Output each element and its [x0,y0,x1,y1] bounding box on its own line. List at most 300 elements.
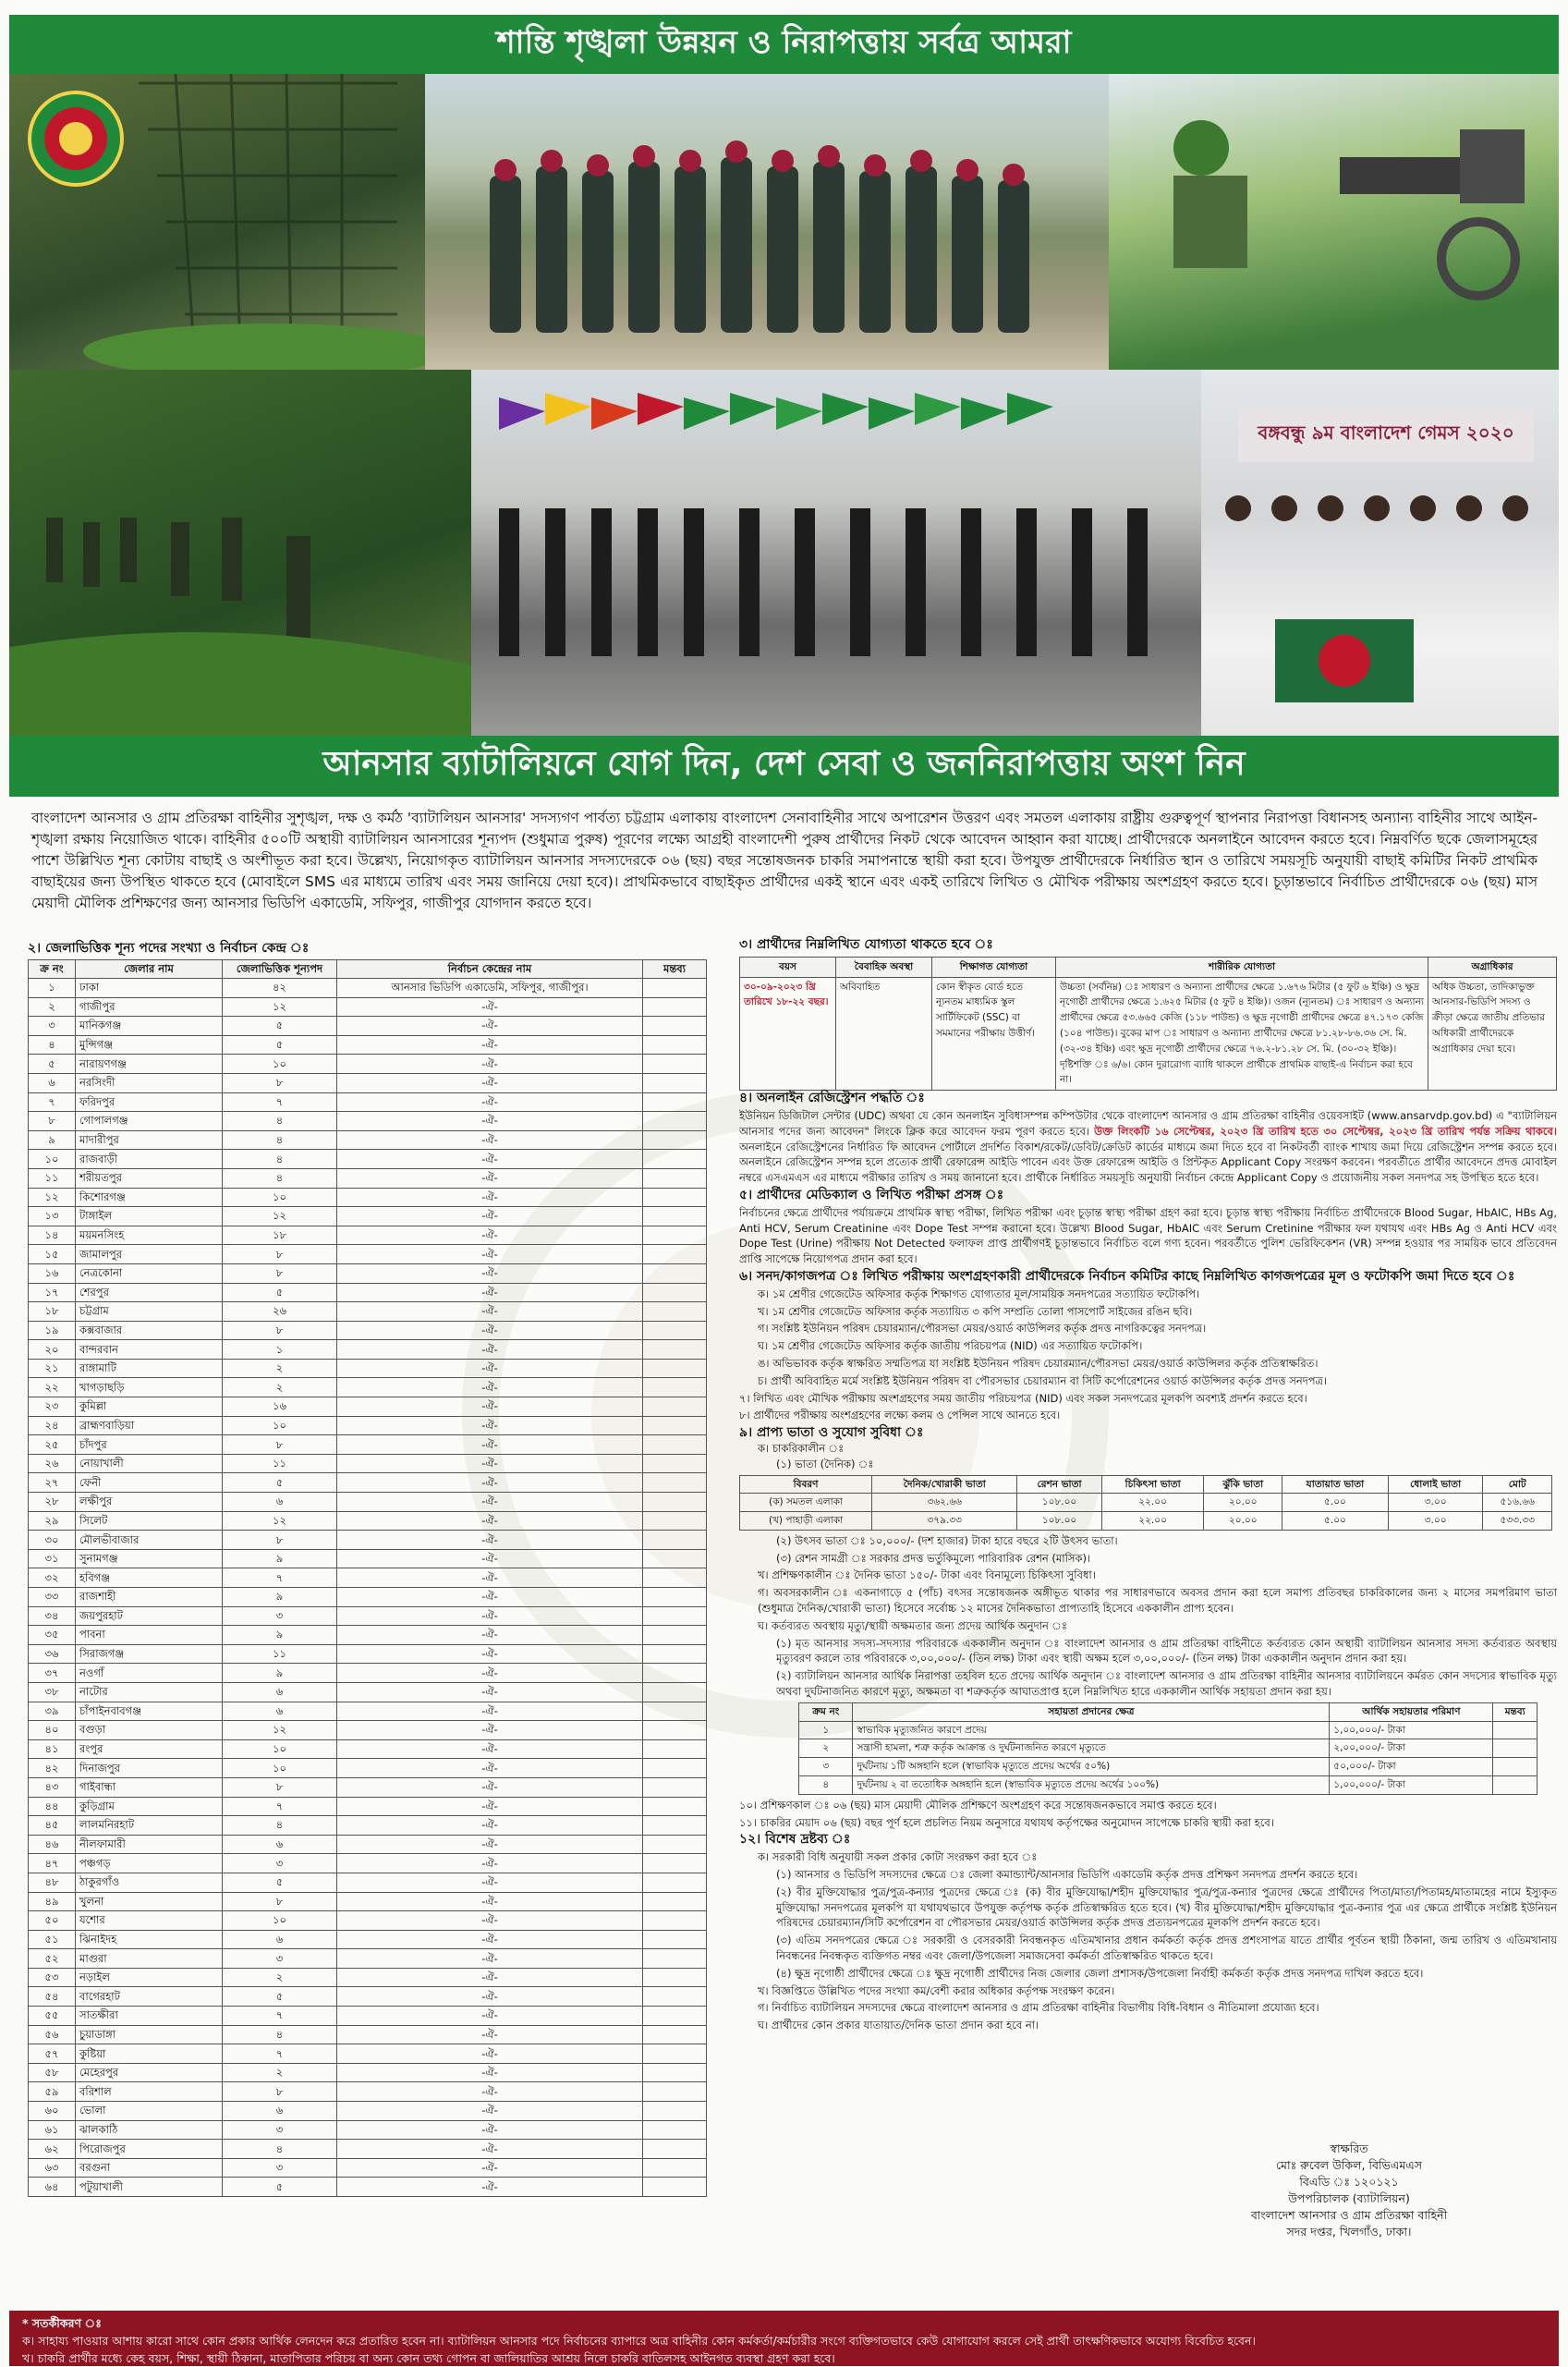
ansar-emblem-logo [28,91,124,187]
col-serial: ক্র নং [29,960,76,979]
district-row [29,1797,707,1816]
q-age: ৩০-০৯-২০২৩ খ্রি তারিখে ১৮-২২ বছর। [740,977,836,1091]
district-vacancy: ৮ [223,2082,337,2102]
district-name: মৌলভীবাজার [76,1531,223,1550]
district-remarks [643,1055,707,1074]
district-row [29,2007,707,2026]
section12-list [739,1849,1557,2033]
district-serial: ৪৭ [29,1854,76,1873]
assistance-remarks [1493,1721,1538,1739]
district-name: লালমনিরহাট [76,1816,223,1836]
district-remarks [643,1759,707,1778]
district-serial: ১৬ [29,1263,76,1283]
assistance-row [799,1721,1538,1739]
district-vacancy: ৮ [223,1073,337,1092]
selection-center: -ঐ- [337,1359,643,1378]
allowance-col-header: দৈনিক/খোরাকী ভাতা [872,1475,1017,1494]
district-remarks [643,1682,707,1702]
assistance-serial: ২ [799,1739,853,1758]
district-serial: ৫১ [29,1930,76,1949]
q-col-education: শিক্ষাগত যোগ্যতা [932,957,1056,977]
district-vacancy: ৫ [223,1283,337,1302]
district-serial: ৩১ [29,1549,76,1568]
district-remarks [643,1397,707,1417]
assistance-remarks [1493,1758,1538,1776]
district-remarks [643,1568,707,1588]
district-row [29,1416,707,1435]
col-district: জেলার নাম [76,960,223,979]
district-serial: ৬০ [29,2102,76,2121]
district-name: বান্দরবান [76,1340,223,1360]
district-name: গাজীপুর [76,997,223,1017]
district-remarks [643,1435,707,1455]
signature-block [1192,2141,1506,2240]
allowance-table-header [740,1475,1552,1494]
assistance-field: দুর্ঘটনায় ১টি অঙ্গহানি হলে (স্বাভাবিক মৃত্যুতে প্রদেয় অর্থের ৫০%) [853,1758,1330,1776]
district-remarks [643,1112,707,1131]
allowance-cell: ৫১৬.৬৬ [1483,1494,1552,1512]
district-name: নীলফামারী [76,1835,223,1854]
selection-center: -ঐ- [337,1702,643,1721]
district-vacancy: ৮ [223,1892,337,1911]
district-remarks [643,1721,707,1740]
district-vacancy: ৪ [223,2140,337,2159]
district-row [29,1359,707,1378]
district-row [29,1644,707,1664]
warning-title: * সতর্কীকরণ ঃ [22,2316,102,2330]
district-remarks [643,1816,707,1836]
qualification-table [739,957,1557,1091]
selection-center: -ঐ- [337,1664,643,1683]
selection-center: -ঐ- [337,1797,643,1816]
district-serial: ৪৮ [29,1873,76,1892]
district-serial: ৫৬ [29,2025,76,2044]
qualification-title: ৩। প্রার্থীদের নিম্নলিখিত যোগ্যতা থাকতে হবে ঃ [739,937,993,952]
q-col-age: বয়স [740,957,836,977]
district-name: গাইবান্ধা [76,1777,223,1797]
selection-center: -ঐ- [337,1759,643,1778]
selection-center: -ঐ- [337,1245,643,1264]
district-serial: ১৩ [29,1207,76,1226]
allowance-row [740,1512,1552,1531]
district-name: ফেনী [76,1473,223,1493]
district-serial: ১৮ [29,1302,76,1322]
district-serial: ২৯ [29,1511,76,1531]
selection-center: -ঐ- [337,1949,643,1969]
district-vacancy: ৩ [223,1949,337,1969]
district-serial: ৩২ [29,1568,76,1588]
section12-item: (২) বীর মুক্তিযোদ্ধার পুত্র/পুত্র-কন্যার পুত্রদের ক্ষেত্রে ঃ (ক) বীর মুক্তিযোদ্ধা/শহীদ মুক্তিযোদ্ধার পুত্র/পুত্র-কন্যার পুত্রদের ক্ষেত্রে প্রার্থীদের পিতা/মাতা/পিতামহ/মাতামহের নামে ইস্যুকৃত মুক্তিযোদ্ধা সনদপত্রের মূলকপি যা যথাযথভাবে উপযুক্ত কর্তৃপক্ষ কর্তৃক প্রতিস্বাক্ষরিত হতে হবে। (খ) বীর মুক্তিযোদ্ধা/শহীদ মুক্তিযোদ্ধার পুত্র-কন্যার পুত্র এর ক্ষেত্রে প্রার্থীকে সংশ্লিষ্ট ইউনিয়ন পরিষদের চেয়ারম্যান/সিটি কর্পোরেশন বা পৌরসভার মেয়র/ওয়ার্ড কাউন্সিলর কর্তৃক প্রদত্ত প্রত্যয়নপত্রের মূলকপি প্রদর্শন করতে হবে। [776,1885,1557,1930]
section12-item: ক। সরকারী বিধি অনুযায়ী সকল প্রকার কোটা সংরক্ষণ করা হবে ঃ [758,1850,1038,1864]
selection-center: -ঐ- [337,1073,643,1092]
district-row [29,1321,707,1340]
selection-center: -ঐ- [337,1568,643,1588]
section12-item: (১) আনসার ও ভিডিপি সদস্যদের ক্ষেত্রে ঃ জেলা কমান্ড্যান্ট/আনসার ভিডিপি একাডেমি কর্তৃক প্রদত্ত প্রশিক্ষণ সনদপত্র প্রদর্শন করতে হবে। [776,1868,1358,1882]
district-serial: ১০ [29,1150,76,1169]
assistance-amount: ১,০০,০০০/- টাকা [1330,1721,1493,1739]
district-remarks [643,1188,707,1207]
selection-center: -ঐ- [337,2063,643,2082]
district-vacancy: ৬ [223,1682,337,1702]
district-remarks [643,1207,707,1226]
district-serial: ১২ [29,1188,76,1207]
selection-center: -ঐ- [337,2102,643,2121]
district-name: ফরিদপুর [76,1092,223,1112]
q-marital: অবিবাহিত [836,977,932,1091]
district-row [29,1112,707,1131]
gun-emplacement-graphic [1109,74,1559,370]
selection-center: -ঐ- [337,1493,643,1512]
district-vacancy: ১১ [223,1454,337,1473]
allowance-cell: ৫.০০ [1282,1494,1389,1512]
district-vacancy: ৮ [223,1245,337,1264]
selection-center: -ঐ- [337,1873,643,1892]
q-col-marital: বৈবাহিক অবস্থা [836,957,932,977]
selection-center: -ঐ- [337,1035,643,1055]
section12-item: ঘ। প্রার্থীদের কোন প্রকার যাতায়াত/দৈনিক ভাতা প্রদান করা হবে না। [758,2019,1039,2032]
district-name: টাঙ্গাইল [76,1207,223,1226]
assistance-col-header: মন্তব্য [1493,1702,1538,1721]
district-name: হবিগঞ্জ [76,1568,223,1588]
assistance-row [799,1739,1538,1758]
district-name: সাতক্ষীরা [76,2007,223,2026]
assistance-amount: ১,০০,০০০/- টাকা [1330,1776,1493,1795]
district-name: ব্রাহ্মণবাড়িয়া [76,1416,223,1435]
district-row [29,1721,707,1740]
district-name: সুনামগঞ্জ [76,1549,223,1568]
district-vacancy: ৫ [223,1473,337,1493]
district-name: বরিশাল [76,2082,223,2102]
selection-center: -ঐ- [337,1739,643,1759]
district-name: লক্ষীপুর [76,1493,223,1512]
selection-center: -ঐ- [337,1263,643,1283]
district-serial: ৪৪ [29,1797,76,1816]
district-name: নড়াইল [76,1968,223,1987]
district-name: সিলেট [76,1511,223,1531]
selection-center: -ঐ- [337,1473,643,1493]
district-row [29,2140,707,2159]
marching-soldiers-graphic [480,139,1053,351]
district-row [29,1835,707,1854]
selection-center: -ঐ- [337,1588,643,1607]
photo-collage [9,74,1559,736]
district-remarks [643,2178,707,2197]
selection-center: -ঐ- [337,2140,643,2159]
district-vacancy: ৯ [223,1626,337,1645]
district-row [29,1568,707,1588]
selection-center: -ঐ- [337,2025,643,2044]
district-row [29,2044,707,2064]
district-row [29,1759,707,1778]
parade-march-photo [425,74,1109,370]
district-name: নেত্রকোনা [76,1263,223,1283]
district-row [29,1150,707,1169]
district-remarks [643,2082,707,2102]
allowance-cell: ৩.০০ [1388,1494,1483,1512]
district-remarks [643,2007,707,2026]
district-vacancy: ১২ [223,1207,337,1226]
selection-center: -ঐ- [337,1092,643,1112]
col-remarks: মন্তব্য [643,960,707,979]
selection-center: -ঐ- [337,1987,643,2007]
district-serial: ২৬ [29,1454,76,1473]
district-name: ভোলা [76,2102,223,2121]
col-vacancy: জেলাভিত্তিক শূন্যপদ [223,960,337,979]
assistance-table-header [799,1702,1538,1721]
district-serial: ৪০ [29,1721,76,1740]
allowance-cell: (ক) সমতল এলাকা [740,1494,872,1512]
assistance-serial: ৩ [799,1758,853,1776]
district-name: মাগুরা [76,1949,223,1969]
district-serial: ১৪ [29,1226,76,1245]
allowance-cell: ৩৭৯.৩৩ [872,1512,1017,1531]
district-serial: ৬২ [29,2140,76,2159]
selection-center: -ঐ- [337,1854,643,1873]
district-row [29,1473,707,1493]
district-serial: ৩৮ [29,1682,76,1702]
district-vacancy: ২ [223,1359,337,1378]
district-remarks [643,1606,707,1626]
district-serial: ১১ [29,1168,76,1188]
district-row [29,1035,707,1055]
selection-center: -ঐ- [337,2120,643,2140]
assistance-row [799,1758,1538,1776]
district-name: কিশোরগঞ্জ [76,1188,223,1207]
district-remarks [643,1797,707,1816]
district-name: পটুয়াখালী [76,2178,223,2197]
district-name: খাগড়াছড়ি [76,1378,223,1397]
district-row [29,1664,707,1683]
district-vacancy: ১৮ [223,1226,337,1245]
district-vacancy: ৪২ [223,979,337,998]
allowance-row [740,1494,1552,1512]
district-remarks [643,1511,707,1531]
section12-title: ১২। বিশেষ দ্রষ্টব্য ঃ [739,1832,851,1848]
district-name: বগুড়া [76,1721,223,1740]
q-physical: উচ্চতা (সর্বনিম্ন) ঃ সাধারণ ও অন্যান্য প্রার্থীদের ক্ষেত্রে ১.৬৭৬ মিটার (৫ ফুট ৬ ইঞ্চি) ও ক্ষুদ্র নৃগোষ্ঠী প্রার্থীদের ক্ষেত্রে ১.৬২৫ মিটার (৫ ফুট ৪ ইঞ্চি)। ওজন (ন্যূনতম) ঃ সাধারণ ও অন্যান্য প্রার্থীদের ক্ষেত্রে ৫৩.৬৬৫ কেজি (১১৮ পাউন্ড) ও ক্ষুদ্র নৃগোষ্ঠী প্রার্থীদের ক্ষেত্রে ৪৭.১৭৩ কেজি (১০৪ পাউন্ড)। বুকের মাপ ঃ সাধারণ ও অন্যান্য প্রার্থীদের ক্ষেত্রে ৮১.২৮-৮৬.৩৬ সে. মি. (৩২-৩৪ ইঞ্চি) এবং ক্ষুদ্র নৃগোষ্ঠী প্রার্থীদের ক্ষেত্রে ৭৬.২-৮১.২৮ সে. মি. (৩০-৩২ ইঞ্চি)। দৃষ্টিশক্তি ঃ ৬/৬। কোন দুরারোগ্য ব্যাধি থাকলে প্রার্থীকে প্রাথমিক বাছাই-এ নির্বাচন করা হবে না। [1056,977,1428,1091]
selection-center: -ঐ- [337,1397,643,1417]
district-row [29,1130,707,1150]
section9-title: ৯। প্রাপ্য ভাতা ও সুযোগ সুবিধা ঃ [739,1425,924,1441]
district-row [29,997,707,1017]
district-name: মানিকগঞ্জ [76,1017,223,1036]
district-remarks [643,1130,707,1150]
section7-text: ৭। লিখিত এবং মৌখিক পরীক্ষায় অংশগ্রহণের সময় জাতীয় পরিচয়পত্র (NID) এবং সকল সনদপত্রের মূলকপি অবশ্যই প্রদর্শন করতে হবে। [739,1391,1307,1405]
section4-text-1: ইউনিয়ন ডিজিটাল সেন্টার (UDC) অথবা যে কোন অনলাইন সুবিধাসম্পন্ন কম্পিউটার থেকে বাংলাদেশ আনসার ও গ্রাম প্রতিরক্ষা বাহিনীর ওয়েবসাইট (www.ansarvdp.gov.bd) এ "ব্যাটালিয়ন আনসার পদের জন্য আবেদন" লিংকে ক্লিক করে আবেদন ফরম পূরণ করতে হবে। [739,1108,1557,1138]
allowance-col-header: যাতায়াত ভাতা [1282,1475,1389,1494]
top-banner-title: শান্তি শৃঙ্খলা উন্নয়ন ও নিরাপত্তায় সর্বত্র আমরা [496,23,1072,61]
selection-center: -ঐ- [337,2007,643,2026]
allowance-cell: ১০৮.০০ [1017,1512,1101,1531]
district-vacancy: ৮ [223,1435,337,1455]
district-serial: ৯ [29,1130,76,1150]
assistance-remarks [1493,1776,1538,1795]
district-row [29,1873,707,1892]
recruitment-banner [9,736,1559,797]
section12-item: গ। নির্বাচিত ব্যাটালিয়ন সদস্যদের ক্ষেত্রে বাংলাদেশ আনসার ও গ্রাম প্রতিরক্ষা বাহিনীর বিভাগীয় বিধি-বিধান ও নীতিমালা প্রযোজ্য হবে। [758,2001,1319,2015]
selection-center: আনসার ভিডিপি একাডেমি, সফিপুর, গাজীপুর। [337,979,643,998]
selection-center: -ঐ- [337,1283,643,1302]
section6-title: ৬। সনদ/কাগজপত্র ঃ লিখিত পরীক্ষায় অংশগ্রহণকারী প্রার্থীদেরকে নির্বাচন কমিটির কাছে নিম্নলিখিত কাগজপত্রের মূল ও ফটোকপি জমা দিতে হবে ঃ [739,1268,1515,1284]
signature-org: বাংলাদেশ আনসার ও গ্রাম প্রতিরক্ষা বাহিনী [1250,2208,1448,2222]
district-row [29,1245,707,1264]
district-name: চট্টগ্রাম [76,1302,223,1322]
signature-address: সদর দপ্তর, খিলগাঁও, ঢাকা। [1286,2225,1412,2239]
allowance-col-header: রেশন ভাতা [1017,1475,1101,1494]
district-remarks [643,1702,707,1721]
district-name: কুষ্টিয়া [76,2044,223,2064]
district-row [29,1949,707,1969]
district-name: নরসিংদী [76,1073,223,1092]
district-serial: ৪৩ [29,1777,76,1797]
district-serial: ২৭ [29,1473,76,1493]
assistance-serial: ৪ [799,1776,853,1795]
district-name: বাগেরহাট [76,1987,223,2007]
district-serial: ৪৯ [29,1892,76,1911]
district-vacancy: ১৬ [223,1397,337,1417]
district-name: যশোর [76,1911,223,1931]
selection-center: -ঐ- [337,997,643,1017]
district-row [29,1092,707,1112]
allowance-cell: ৫.০০ [1282,1512,1389,1531]
district-serial: ৫৫ [29,2007,76,2026]
district-vacancy: ৫ [223,1987,337,2007]
district-vacancy: ১২ [223,1721,337,1740]
signature-label: স্বাক্ষরিত [1330,2141,1368,2155]
district-remarks [643,1073,707,1092]
district-remarks [643,2158,707,2178]
district-table-body [29,979,707,2197]
district-name: ঝালকাঠি [76,2120,223,2140]
district-serial: ২৪ [29,1416,76,1435]
obstacle-training-photo [9,74,425,370]
district-vacancy: ১০ [223,1739,337,1759]
district-row [29,1207,707,1226]
district-remarks [643,1588,707,1607]
district-vacancy: ৬ [223,2102,337,2121]
district-remarks [643,1644,707,1664]
district-serial: ২২ [29,1378,76,1397]
district-remarks [643,1777,707,1797]
district-row [29,1511,707,1531]
district-remarks [643,2102,707,2121]
district-remarks [643,2025,707,2044]
flag-parade-photo [471,370,1201,736]
district-name: ময়মনসিংহ [76,1226,223,1245]
selection-center: -ঐ- [337,2082,643,2102]
district-serial: ২৫ [29,1435,76,1455]
district-row [29,1263,707,1283]
district-remarks [643,1739,707,1759]
district-name: গোপালগঞ্জ [76,1112,223,1131]
district-remarks [643,1092,707,1112]
district-name: খুলনা [76,1892,223,1911]
q-col-physical: শারীরিক যোগ্যতা [1056,957,1428,977]
district-name: রাজবাড়ী [76,1150,223,1169]
district-row [29,2082,707,2102]
section4-text-2: অনলাইনে রেজিস্ট্রেশনের নির্ধারিত ফি আবেদন পোর্টালে প্রদর্শিত বিকাশ/রকেট/ডেবিট/ক্রেডিট কার্ডের মাধ্যমে জমা দিতে হবে বা নিকটবর্তী ব্যাংক শাখায় জমা দিয়ে রেজিস্ট্রেশন সম্পন্ন করতে হবে। অনলাইনে রেজিস্ট্রেশন সম্পন্ন হলে প্রত্যেক প্রার্থী রেফারেন্স আইডি পাবেন এবং উক্ত রেফারেন্স আইডি ও প্রিন্টকৃত Applicant Copy সংরক্ষণ করবেন। পরবর্তীতে প্রার্থীর আবেদনে প্রদত্ত মোবাইল নম্বরে এসএমএস এর মাধ্যমে পরীক্ষার তারিখ ও সময় জানানো হবে। প্রার্থীকে নির্ধারিত সময়সূচি অনুযায়ী নির্বাচন কেন্দ্রে Applicant Copy ও প্রয়োজনীয় সকল সনদপত্র সহ উপস্থিত হতে হবে। [739,1140,1557,1185]
district-remarks [643,1321,707,1340]
district-serial: ৫৯ [29,2082,76,2102]
games-banner [1238,407,1534,462]
district-remarks [643,1359,707,1378]
allowance-cell: ২০.০০ [1204,1494,1282,1512]
signature-rank: উপপরিচালক (ব্যাটালিয়ন) [1288,2191,1410,2205]
section6-item: খ। ১ম শ্রেণীর গেজেটেড অফিসার কর্তৃক সত্যায়িত ৩ কপি সম্প্রতি তোলা পাসপোর্ট সাইজের রঙিন ছবি। [758,1304,1193,1318]
district-name: শরীয়তপুর [76,1168,223,1188]
district-row [29,1626,707,1645]
allowance-col-header: ঝুঁকি ভাতা [1204,1475,1282,1494]
district-serial: ৩৫ [29,1626,76,1645]
assistance-amount: ৫০,০০০/- টাকা [1330,1758,1493,1776]
warning-bar [9,2311,1559,2366]
district-serial: ৪১ [29,1739,76,1759]
district-remarks [643,1968,707,1987]
signature-id: বিএডি ঃ ১২০১২১ [1299,2175,1399,2189]
section6-item: গ। সংশ্লিষ্ট ইউনিয়ন পরিষদ চেয়ারম্যান/পৌরসভা মেয়র/ওয়ার্ড কাউন্সিলর কর্তৃক প্রদত্ত নাগরিকত্বের সনদপত্র। [758,1322,1207,1336]
selection-center: -ঐ- [337,1435,643,1455]
selection-center: -ঐ- [337,1911,643,1931]
selection-center: -ঐ- [337,1207,643,1226]
district-vacancy: ৫ [223,1035,337,1055]
allowance-cell: ১০৮.০০ [1017,1494,1101,1512]
allowance-table-body [740,1494,1552,1531]
district-vacancy: ১২ [223,997,337,1017]
district-serial: ৩৯ [29,1702,76,1721]
allowance-col-header: বিবরণ [740,1475,872,1494]
assistance-row [799,1776,1538,1795]
district-vacancy: ৫ [223,1873,337,1892]
assistance-table [798,1702,1538,1795]
district-vacancy: ১০ [223,1759,337,1778]
allowance-cell: ৫৩৩.৩৩ [1483,1512,1552,1531]
selection-center: -ঐ- [337,1777,643,1797]
district-name: মেহেরপুর [76,2063,223,2082]
district-vacancy: ১ [223,1340,337,1360]
district-name: জামালপুর [76,1245,223,1264]
assistance-amount: ২,০০,০০০/- টাকা [1330,1739,1493,1758]
section4-deadline: উক্ত লিংকটি ১৬ সেপ্টেম্বর, ২০২৩ খ্রি তারিখ হতে ৩০ সেপ্টেম্বর, ২০২৩ খ্রি তারিখ পর্যন্ত সক্রিয় থাকবে। [1094,1124,1557,1138]
district-row [29,1378,707,1397]
selection-center: -ঐ- [337,1816,643,1836]
district-remarks [643,1949,707,1969]
district-vacancy: ৯ [223,1588,337,1607]
col-center: নির্বাচন কেন্দ্রের নাম [337,960,643,979]
district-serial: ৫৮ [29,2063,76,2082]
district-name: জয়পুরহাট [76,1606,223,1626]
section8-text: ৮। প্রার্থীদের পরীক্ষায় অংশগ্রহণের লক্ষ্যে কলম ও পেন্সিল সাথে আনতে হবে। [739,1409,1061,1422]
district-remarks [643,1626,707,1645]
district-remarks [643,1283,707,1302]
district-remarks [643,1873,707,1892]
district-row [29,1397,707,1417]
district-remarks [643,1340,707,1360]
warning-line-1: ক। সাহায্য পাওয়ার আশায় কারো সাথে কোন প্রকার আর্থিক লেনদেন করে প্রতারিত হবেন না। ব্যাটালিয়ন আনসার পদে নির্বাচনের ব্যাপারে অত্র বাহিনীর কোন কর্মকর্তা/কর্মচারীর সংগে ব্যক্তিগতভাবে কেউ যোগাযোগ করলে সেই প্রার্থী তাৎক্ষণিকভাবে অযোগ্য বিবেচিত হবেন। [22,2334,1256,2348]
allowance-cell: ৩.০০ [1388,1512,1483,1531]
selection-center: -ঐ- [337,1017,643,1036]
assistance-serial: ১ [799,1721,853,1739]
district-serial: ৪ [29,1035,76,1055]
district-remarks [643,1549,707,1568]
selection-center: -ঐ- [337,1606,643,1626]
district-vacancy: ৬ [223,1930,337,1949]
district-remarks [643,1987,707,2007]
district-remarks [643,2120,707,2140]
district-serial: ৪৬ [29,1835,76,1854]
district-vacancy: ৮ [223,1531,337,1550]
patrol-soldiers-graphic [9,370,471,736]
district-row [29,1930,707,1949]
